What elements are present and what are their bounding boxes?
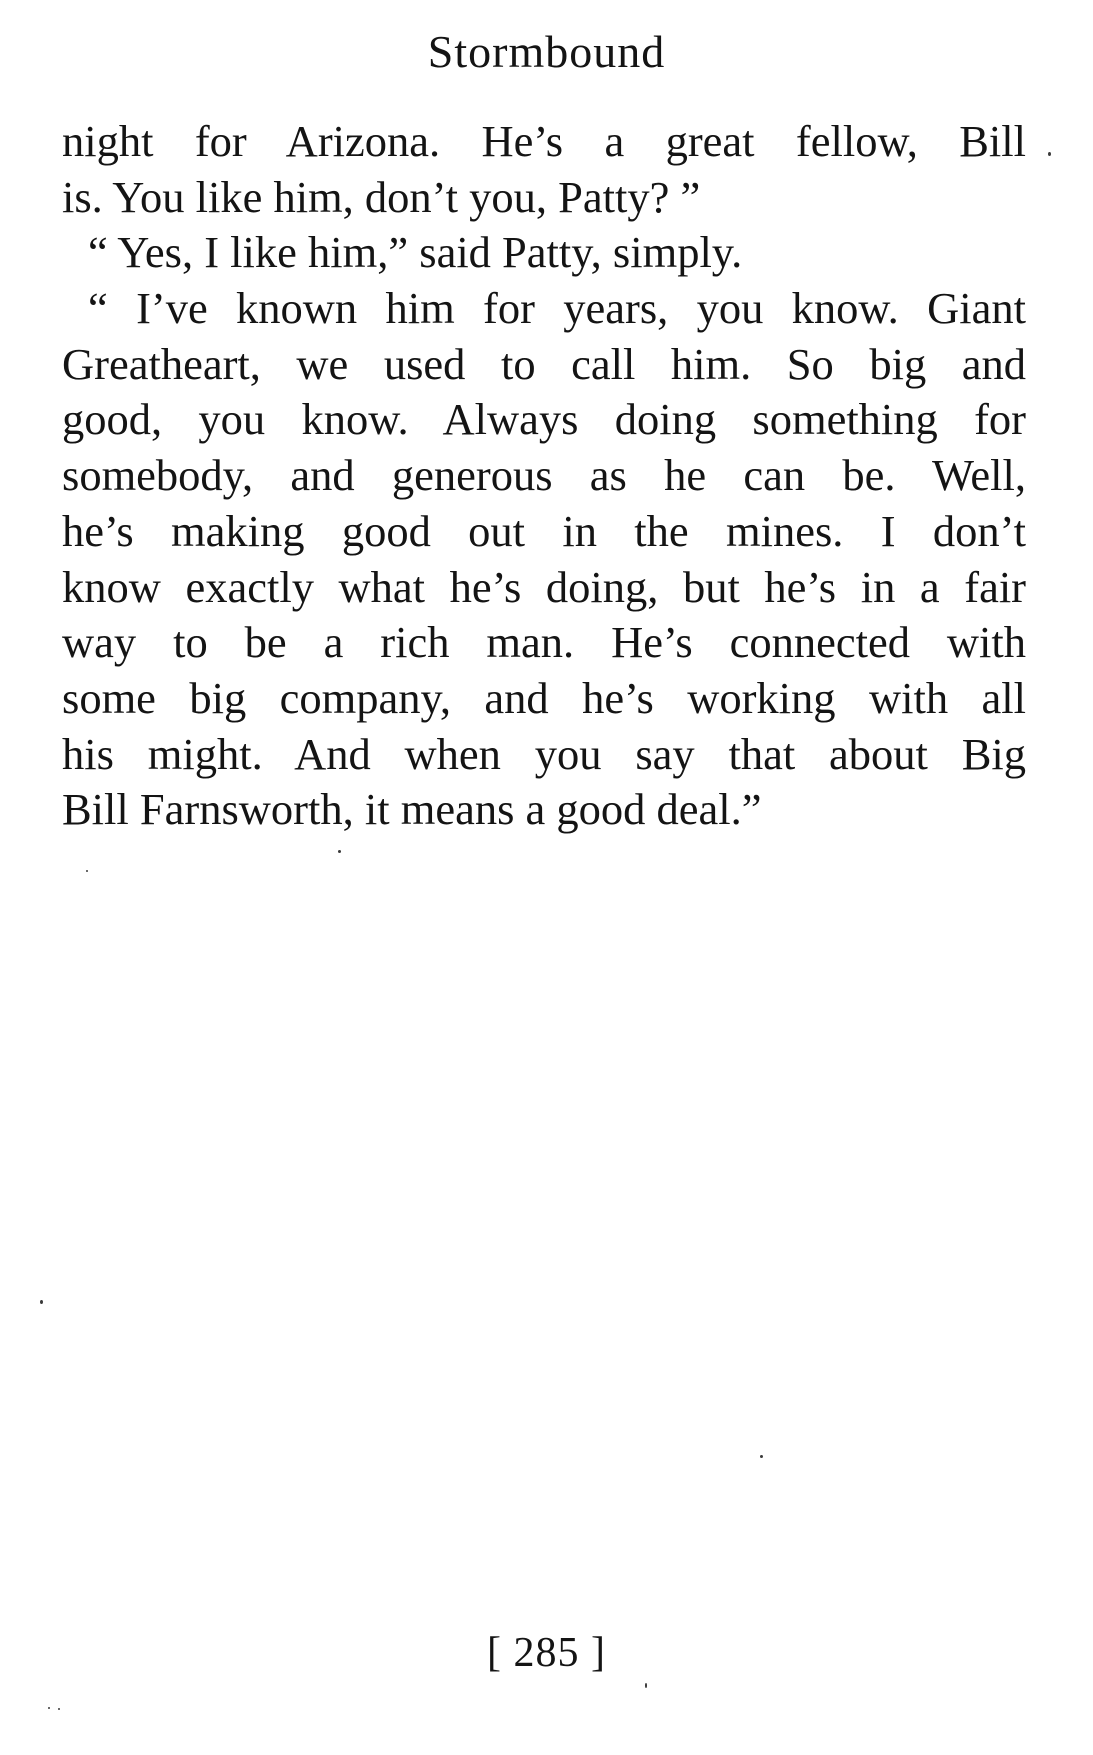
text-line: his might. And when you say that about Big [62, 728, 1026, 779]
text-line: Greatheart, we used to call him. So big and [62, 338, 1026, 389]
text-line: way to be a rich man. He’s connected with [62, 617, 1026, 668]
text-line: Bill Farnsworth, it means a good deal.” [62, 784, 762, 835]
scan-speck [58, 1708, 60, 1710]
body-text [62, 114, 1026, 838]
text-line: “ Yes, I like him,” said Patty, simply. [88, 227, 743, 278]
scan-speck [760, 1455, 763, 1458]
running-head: Stormbound [427, 26, 666, 77]
text-line: he’s making good out in the mines. I don’t [62, 505, 1026, 556]
scan-speck [40, 1300, 43, 1304]
text-line: know exactly what he’s doing, but he’s in a fair [62, 561, 1026, 612]
scan-speck [338, 850, 341, 853]
scan-speck [48, 1707, 50, 1709]
scan-speck [86, 870, 88, 872]
text-line: some big company, and he’s working with all [62, 672, 1026, 723]
text-line: somebody, and generous as he can be. Well, [62, 450, 1026, 501]
page-number: [ 285 ] [487, 1630, 606, 1676]
text-line: night for Arizona. He’s a great fellow, Bill [62, 116, 1026, 166]
text-line: good, you know. Always doing something for [62, 394, 1026, 445]
scan-speck [1048, 152, 1051, 156]
text-line: is. You like him, don’t you, Patty? ” [62, 171, 701, 222]
text-line: “ I’ve known him for years, you know. Giant [88, 283, 1026, 334]
scan-speck [645, 1683, 647, 1688]
